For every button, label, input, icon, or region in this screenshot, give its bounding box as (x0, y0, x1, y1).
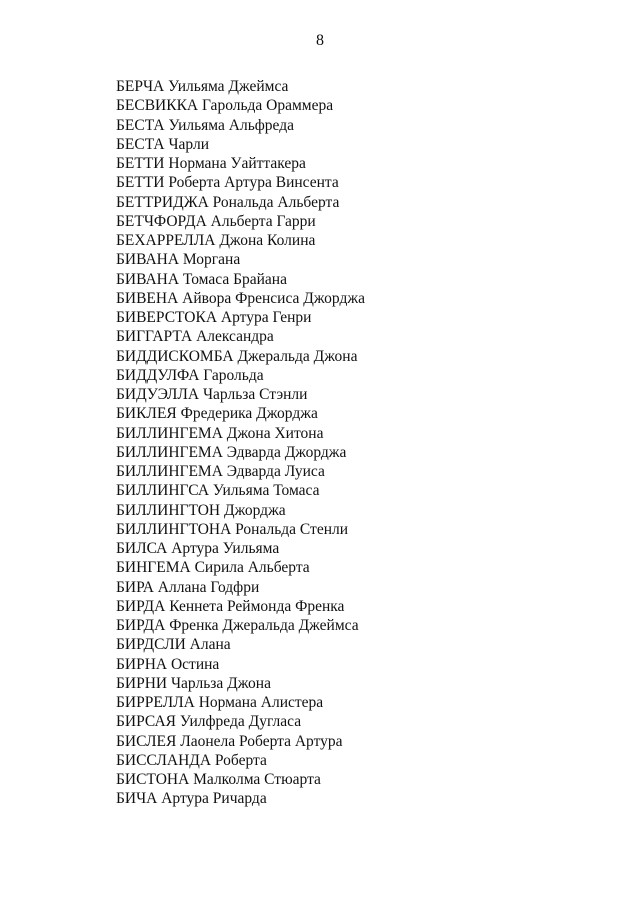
list-item: БИЛЛИНГЕМА Эдварда Луиса (116, 463, 325, 480)
list-item: БИРНИ Чарльза Джона (116, 674, 271, 692)
list-item: БЕРЧА Уильяма Джеймса (116, 78, 289, 95)
list-item: БИНГЕМА Сирила Альберта (116, 559, 310, 577)
list-item: БИССЛАНДА Роберта (116, 751, 267, 769)
list-item: БИРА Аллана Годфри (116, 578, 260, 596)
list-item: БИЧА Артура Ричарда (116, 790, 267, 808)
list-item: БИЛСА Артура Уильяма (116, 540, 280, 557)
list-item: БИЛЛИНГЕМА Джона Хитона (116, 424, 324, 442)
list-item: БИРНА Остина (116, 655, 220, 673)
list-item: БИГГАРТА Александра (116, 328, 274, 346)
list-item: БИРСАЯ Уилфреда Дугласа (116, 713, 302, 731)
list-item: БИДУЭЛЛА Чарльза Стэнли (116, 386, 308, 403)
list-item: БИСЛЕЯ Лаонела Роберта Артура (116, 732, 343, 750)
list-item: БИРДСЛИ Алана (116, 636, 231, 654)
list-item: БЕСТА Уильяма Альфреда (116, 116, 295, 134)
list-item: БЕСТА Чарли (116, 135, 209, 153)
page-number: 8 (316, 32, 324, 49)
list-item: БЕСВИККА Гарольда Ораммера (116, 97, 334, 115)
list-item: БЕТТРИДЖА Рональда Альберта (116, 193, 340, 211)
list-item: БИВАНА Томаса Брайана (116, 270, 287, 288)
list-item: БИРДА Кеннета Реймонда Френка (116, 597, 345, 615)
list-item: БИЛЛИНГСА Уильяма Томаса (116, 482, 320, 500)
list-item: БЕТТИ Роберта Артура Винсента (116, 174, 339, 192)
list-item: БИЛЛИНГТОНА Рональда Стенли (116, 520, 349, 538)
list-item: БЕТЧФОРДА Альберта Гарри (116, 212, 316, 230)
list-item: БИКЛЕЯ Фредерика Джорджа (116, 405, 318, 423)
list-item: БИДДУЛФА Гарольда (116, 366, 264, 384)
list-item: БИДДИСКОМБА Джеральда Джона (116, 347, 358, 365)
list-item: БИВЕРСТОКА Артура Генри (116, 309, 312, 326)
list-item: БИЛЛИНГТОН Джорджа (116, 501, 286, 519)
list-item: БЕТТИ Нормана Уайттакера (116, 155, 306, 172)
list-item: БИВАНА Моргана (116, 251, 241, 269)
list-item: БЕХАРРЕЛЛА Джона Колина (116, 232, 316, 249)
list-item: БИРРЕЛЛА Нормана Алистера (116, 694, 324, 711)
list-item: БИРДА Френка Джеральда Джеймса (116, 617, 359, 634)
name-list (116, 77, 365, 809)
list-item: БИЛЛИНГЕМА Эдварда Джорджа (116, 443, 347, 461)
list-item: БИВЕНА Айвора Френсиса Джорджа (116, 289, 365, 307)
list-item: БИСТОНА Малколма Стюарта (116, 771, 321, 788)
